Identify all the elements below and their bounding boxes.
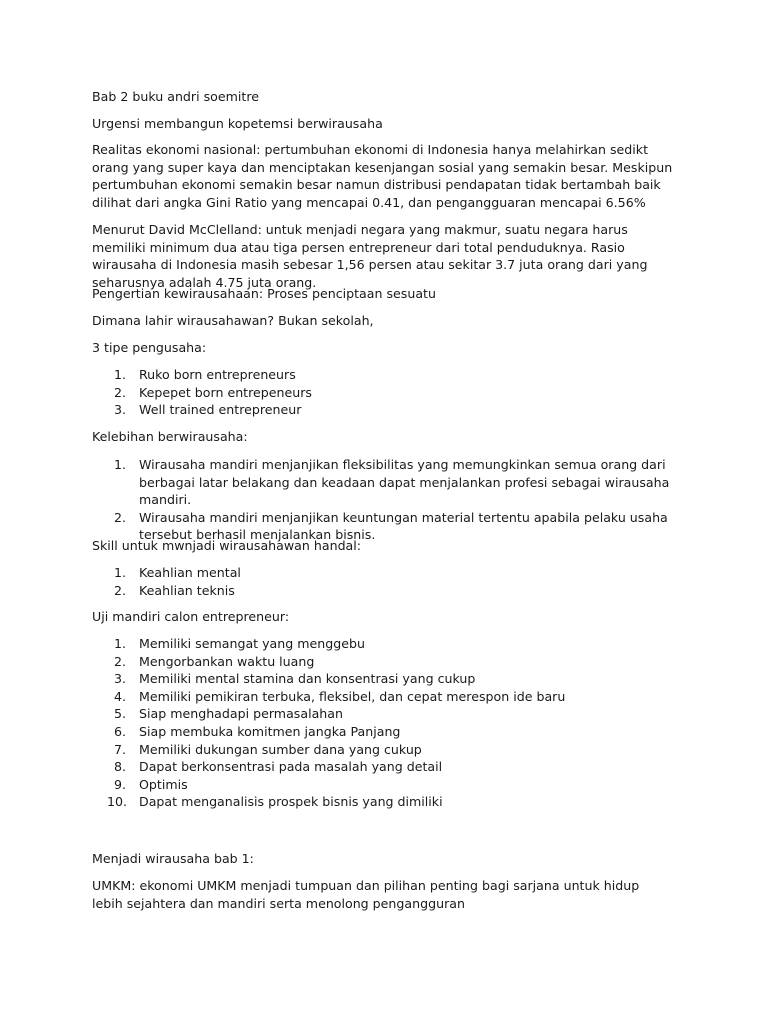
list-number: 2. <box>114 582 127 598</box>
list-item <box>92 653 682 671</box>
list-item <box>92 564 682 582</box>
list-item <box>92 741 682 759</box>
list-text: Siap menghadapi permasalahan <box>139 706 343 722</box>
paragraph-mcclelland: Menurut David McClelland: untuk menjadi negara yang makmur, suatu negara harus memiliki minimum dua atau tiga persen entrepreneur dari total penduduknya. Rasio wirausaha di Indonesia masih sebesar 1,56 persen atau sekitar 3.7 juta orang dari yang seharusnya adalah 4.75 juta orang. <box>92 222 648 290</box>
uji-heading: Uji mandiri calon entrepreneur: <box>92 609 290 624</box>
document-heading: Bab 2 buku andri soemitre <box>92 89 259 104</box>
list-item <box>92 758 682 776</box>
list-text: Optimis <box>139 776 188 792</box>
list-number: 3. <box>114 671 127 687</box>
kelebihan-heading: Kelebihan berwirausaha: <box>92 429 248 444</box>
list-number: 5. <box>114 706 127 722</box>
list-text: Ruko born entrepreneurs <box>139 367 296 382</box>
list-text: Memiliki mental stamina dan konsentrasi yang cukup <box>139 671 476 687</box>
list-item <box>92 401 682 419</box>
list-number: 6. <box>114 723 127 739</box>
list-item <box>92 384 682 402</box>
list-item <box>92 635 682 653</box>
paragraph-pengertian: Pengertian kewirausahaan: Proses penciptaan sesuatu <box>92 286 436 301</box>
uji-list <box>92 635 682 811</box>
list-item <box>92 705 682 723</box>
paragraph-realitas: Realitas ekonomi nasional: pertumbuhan ekonomi di Indonesia hanya melahirkan sedikt orang yang super kaya dan menciptakan kesenjangan sosial yang semakin besar. Meskipun pertumbuhan ekonomi semakin besar namun distribusi pendapatan tidak bertambah baik dilihat dari angka Gini Ratio yang mencapai 0.41, dan pengangguaran mencapai 6.56% <box>92 142 673 210</box>
list-number: 3. <box>114 402 127 418</box>
list-number: 8. <box>114 759 127 775</box>
list-number: 4. <box>114 688 127 704</box>
list-text: Siap membuka komitmen jangka Panjang <box>139 723 401 739</box>
list-text: Dapat menganalisis prospek bisnis yang dimiliki <box>139 794 443 810</box>
list-number: 1. <box>114 636 127 651</box>
list-text: Keahlian mental <box>139 565 241 580</box>
list-item <box>92 456 687 509</box>
list-text: Dapat berkonsentrasi pada masalah yang detail <box>139 759 443 775</box>
list-text: Well trained entrepreneur <box>139 402 302 418</box>
list-text: Mengorbankan waktu luang <box>139 653 315 669</box>
list-number: 2. <box>114 509 127 525</box>
document-subheading: Urgensi membangun kopetemsi berwirausaha <box>92 116 383 131</box>
list-text: Kepepet born entrepeneurs <box>139 384 312 400</box>
list-item <box>92 670 682 688</box>
list-text: Keahlian teknis <box>139 582 235 598</box>
list-text: Wirausaha mandiri menjanjikan fleksibilitas yang memungkinkan semua orang dari berbagai latar belakang dan keadaan dapat menjalankan profesi sebagai wirausaha mandiri. <box>139 457 670 508</box>
list-text: Memiliki semangat yang menggebu <box>139 636 365 651</box>
tipe-heading: 3 tipe pengusaha: <box>92 340 207 355</box>
list-text: Memiliki dukungan sumber dana yang cukup <box>139 741 422 757</box>
list-item <box>92 776 682 794</box>
skill-heading: Skill untuk mwnjadi wirausahawan handal: <box>92 538 362 553</box>
list-number: 2. <box>114 384 127 400</box>
paragraph-dimana: Dimana lahir wirausahawan? Bukan sekolah, <box>92 313 374 328</box>
list-item <box>92 793 682 811</box>
list-number: 10. <box>107 794 128 810</box>
list-number: 1. <box>114 457 127 472</box>
list-item <box>92 688 682 706</box>
bab1-heading: Menjadi wirausaha bab 1: <box>92 851 254 866</box>
list-item <box>92 723 682 741</box>
list-item <box>92 582 682 600</box>
paragraph-umkm: UMKM: ekonomi UMKM menjadi tumpuan dan pilihan penting bagi sarjana untuk hidup lebih sejahtera dan mandiri serta menolong pengangguran <box>92 878 640 911</box>
list-text: Memiliki pemikiran terbuka, fleksibel, dan cepat merespon ide baru <box>139 688 566 704</box>
list-number: 2. <box>114 653 127 669</box>
list-item <box>92 366 682 384</box>
list-text: Wirausaha mandiri menjanjikan keuntungan material tertentu apabila pelaku usaha tersebut berhasil menjalankan bisnis. <box>139 509 668 543</box>
list-number: 1. <box>114 565 127 580</box>
tipe-list <box>92 366 682 419</box>
skill-list <box>92 564 682 599</box>
list-number: 1. <box>114 367 127 382</box>
list-number: 7. <box>114 741 127 757</box>
kelebihan-list <box>92 456 687 544</box>
list-number: 9. <box>114 776 127 792</box>
